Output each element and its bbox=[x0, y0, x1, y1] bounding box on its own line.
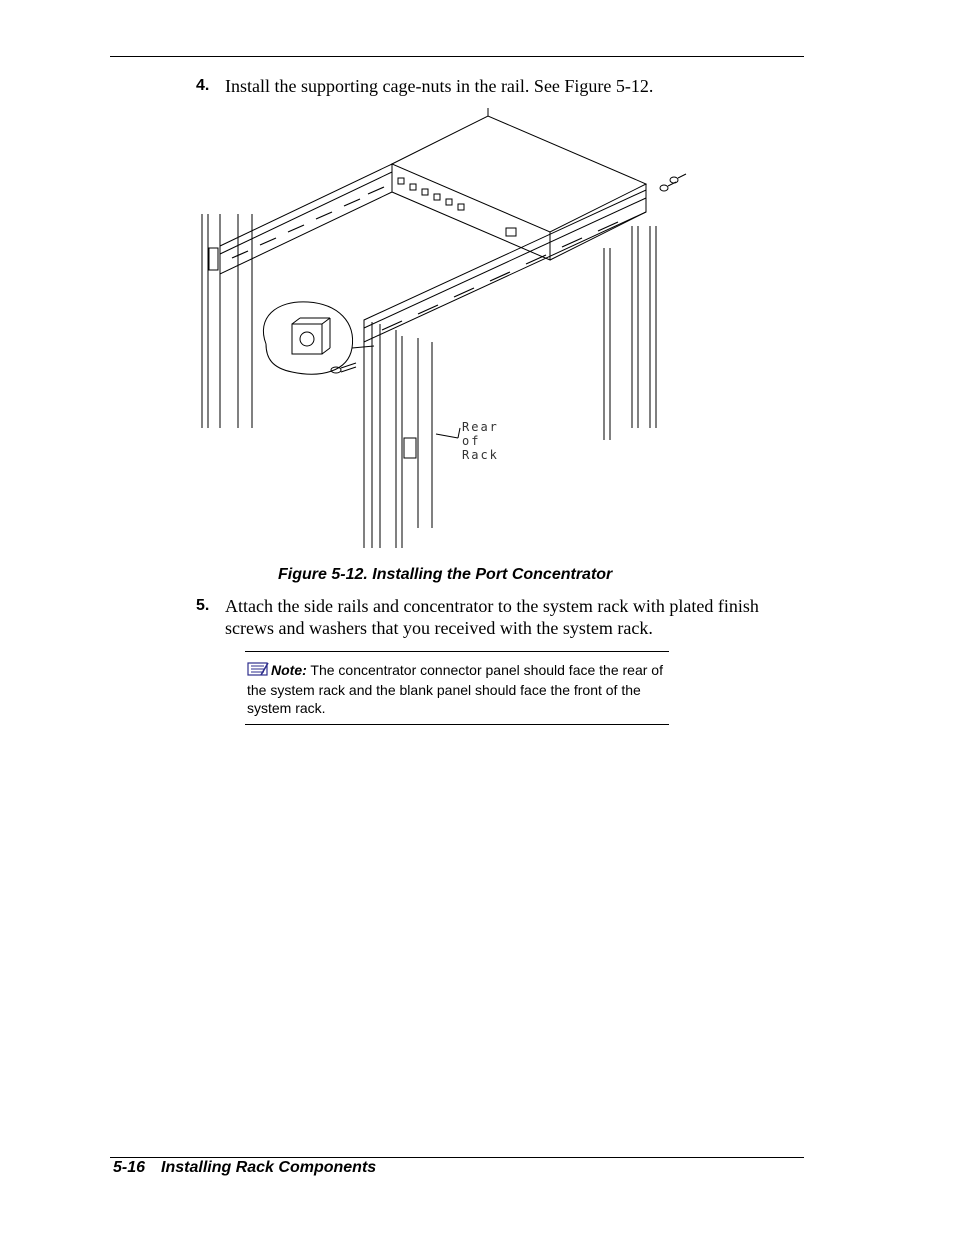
note-box bbox=[245, 651, 669, 725]
rack-label-line-1: Rear bbox=[462, 420, 499, 434]
left-side-rail bbox=[220, 164, 392, 274]
left-rail-slots bbox=[232, 187, 384, 258]
header-rule bbox=[110, 56, 804, 57]
figure-caption: Figure 5-12. Installing the Port Concentrator bbox=[278, 566, 613, 583]
step-text: Install the supporting cage-nuts in the rail. See Figure 5-12. bbox=[225, 76, 654, 96]
page-footer bbox=[113, 1159, 376, 1177]
step-number: 4. bbox=[196, 77, 210, 94]
note-label: Note: bbox=[271, 662, 307, 678]
connector-ports bbox=[398, 178, 516, 236]
rack-leader-line bbox=[436, 434, 458, 438]
note-pad-icon bbox=[247, 662, 269, 681]
right-rack-posts bbox=[604, 226, 656, 440]
rack-illustration bbox=[196, 108, 696, 552]
rack-label-line-2: of bbox=[462, 434, 481, 448]
footer-page-number: 5-16 bbox=[113, 1159, 146, 1176]
left-rack-post bbox=[202, 214, 252, 428]
note-text: The concentrator connector panel should face the rear of the system rack and the blank panel should face the front of the system rack. bbox=[247, 662, 663, 716]
screw-top-right bbox=[660, 174, 686, 191]
step-number: 5. bbox=[196, 597, 210, 614]
step-text: Attach the side rails and concentrator to the system rack with plated finish screws and washers that you received with the system rack. bbox=[225, 596, 759, 638]
concentrator-top bbox=[392, 116, 646, 232]
cage-nut-callout bbox=[263, 302, 374, 374]
figure-port-concentrator bbox=[196, 108, 696, 552]
front-rack-post bbox=[364, 320, 432, 548]
footer-section-title: Installing Rack Components bbox=[161, 1159, 377, 1176]
rack-label bbox=[462, 420, 499, 462]
footer-rule bbox=[110, 1157, 804, 1158]
rack-label-line-3: Rack bbox=[462, 448, 499, 462]
